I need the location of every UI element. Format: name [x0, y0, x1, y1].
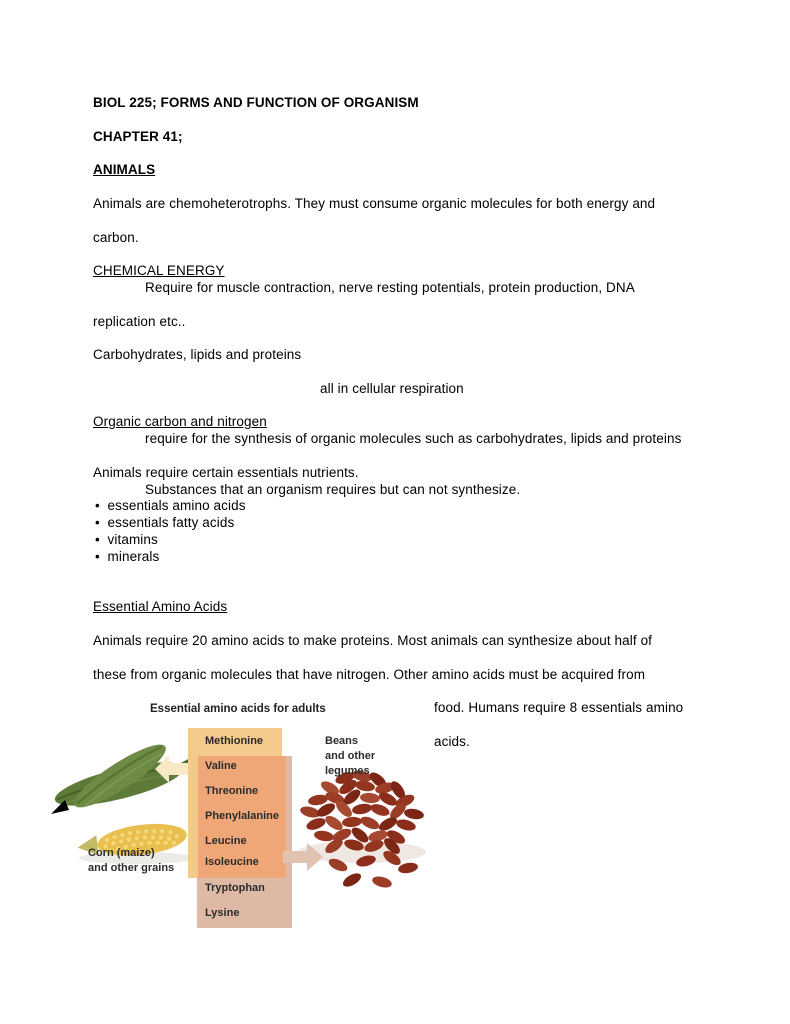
beans-caption-line-3: legumes	[325, 765, 370, 777]
bullet-item	[95, 498, 246, 513]
bullet-text: essentials amino acids	[107, 498, 246, 513]
bullet-icon: •	[95, 498, 100, 513]
amino-acid-label: Methionine	[205, 735, 264, 747]
corn-caption-line-2: and other grains	[88, 862, 175, 874]
chemical-energy-line-1: Require for muscle contraction, nerve resting potentials, protein production, DNA	[145, 280, 635, 295]
arrow-right-icon	[283, 842, 323, 872]
bullet-text: vitamins	[107, 532, 158, 547]
amino-acid-label: Lysine	[205, 907, 240, 919]
amino-acid-label: Leucine	[205, 835, 247, 847]
course-heading: BIOL 225; FORMS AND FUNCTION OF ORGANISM	[93, 95, 419, 110]
nutrients-line-2: Substances that an organism requires but can not synthesize.	[145, 482, 521, 497]
amino-acid-label: Isoleucine	[205, 856, 259, 868]
figure-title: Essential amino acids for adults	[150, 703, 326, 715]
eaa-wrap-line-2: acids.	[434, 734, 470, 749]
amino-acid-label: Phenylalanine	[205, 810, 279, 822]
essential-amino-acids-heading: Essential Amino Acids	[93, 599, 228, 614]
corn-caption	[88, 846, 174, 876]
nutrients-line-1: Animals require certain essentials nutrients.	[93, 465, 359, 480]
eaa-wrap-line-1: food. Humans require 8 essentials amino	[434, 700, 684, 715]
bullet-item	[95, 515, 234, 530]
intro-line-2: carbon.	[93, 230, 139, 245]
amino-acid-label: Valine	[205, 760, 237, 772]
chemical-energy-line-2: replication etc..	[93, 314, 186, 329]
carbohydrates-line: Carbohydrates, lipids and proteins	[93, 347, 302, 362]
bullet-item	[95, 532, 158, 547]
beans-caption-line-1: Beans	[325, 735, 359, 747]
beans-illustration	[290, 762, 440, 902]
bullet-item	[95, 549, 159, 564]
organic-heading: Organic carbon and nitrogen	[93, 414, 267, 429]
amino-acids-figure	[45, 698, 455, 948]
intro-line-1: Animals are chemoheterotrophs. They must consume organic molecules for both energy and	[93, 196, 656, 211]
chapter-heading: CHAPTER 41;	[93, 129, 183, 144]
amino-acid-label: Tryptophan	[205, 882, 265, 894]
eaa-line-2: these from organic molecules that have nitrogen. Other amino acids must be acquired from	[93, 667, 646, 682]
animals-heading: ANIMALS	[93, 162, 156, 177]
bullet-icon: •	[95, 549, 100, 564]
bullet-icon: •	[95, 532, 100, 547]
bullet-icon: •	[95, 515, 100, 530]
eaa-line-1: Animals require 20 amino acids to make proteins. Most animals can synthesize about half of	[93, 633, 653, 648]
beans-caption	[325, 734, 375, 779]
bullet-text: minerals	[107, 549, 160, 564]
bullet-text: essentials fatty acids	[107, 515, 235, 530]
amino-acid-label: Threonine	[205, 785, 259, 797]
corn-caption-line-1: Corn (maize)	[88, 847, 155, 859]
cellular-respiration-line: all in cellular respiration	[320, 381, 464, 396]
chemical-energy-heading: CHEMICAL ENERGY	[93, 263, 225, 278]
beans-caption-line-2: and other	[325, 750, 376, 762]
organic-line-1: require for the synthesis of organic molecules such as carbohydrates, lipids and proteins	[145, 431, 682, 446]
